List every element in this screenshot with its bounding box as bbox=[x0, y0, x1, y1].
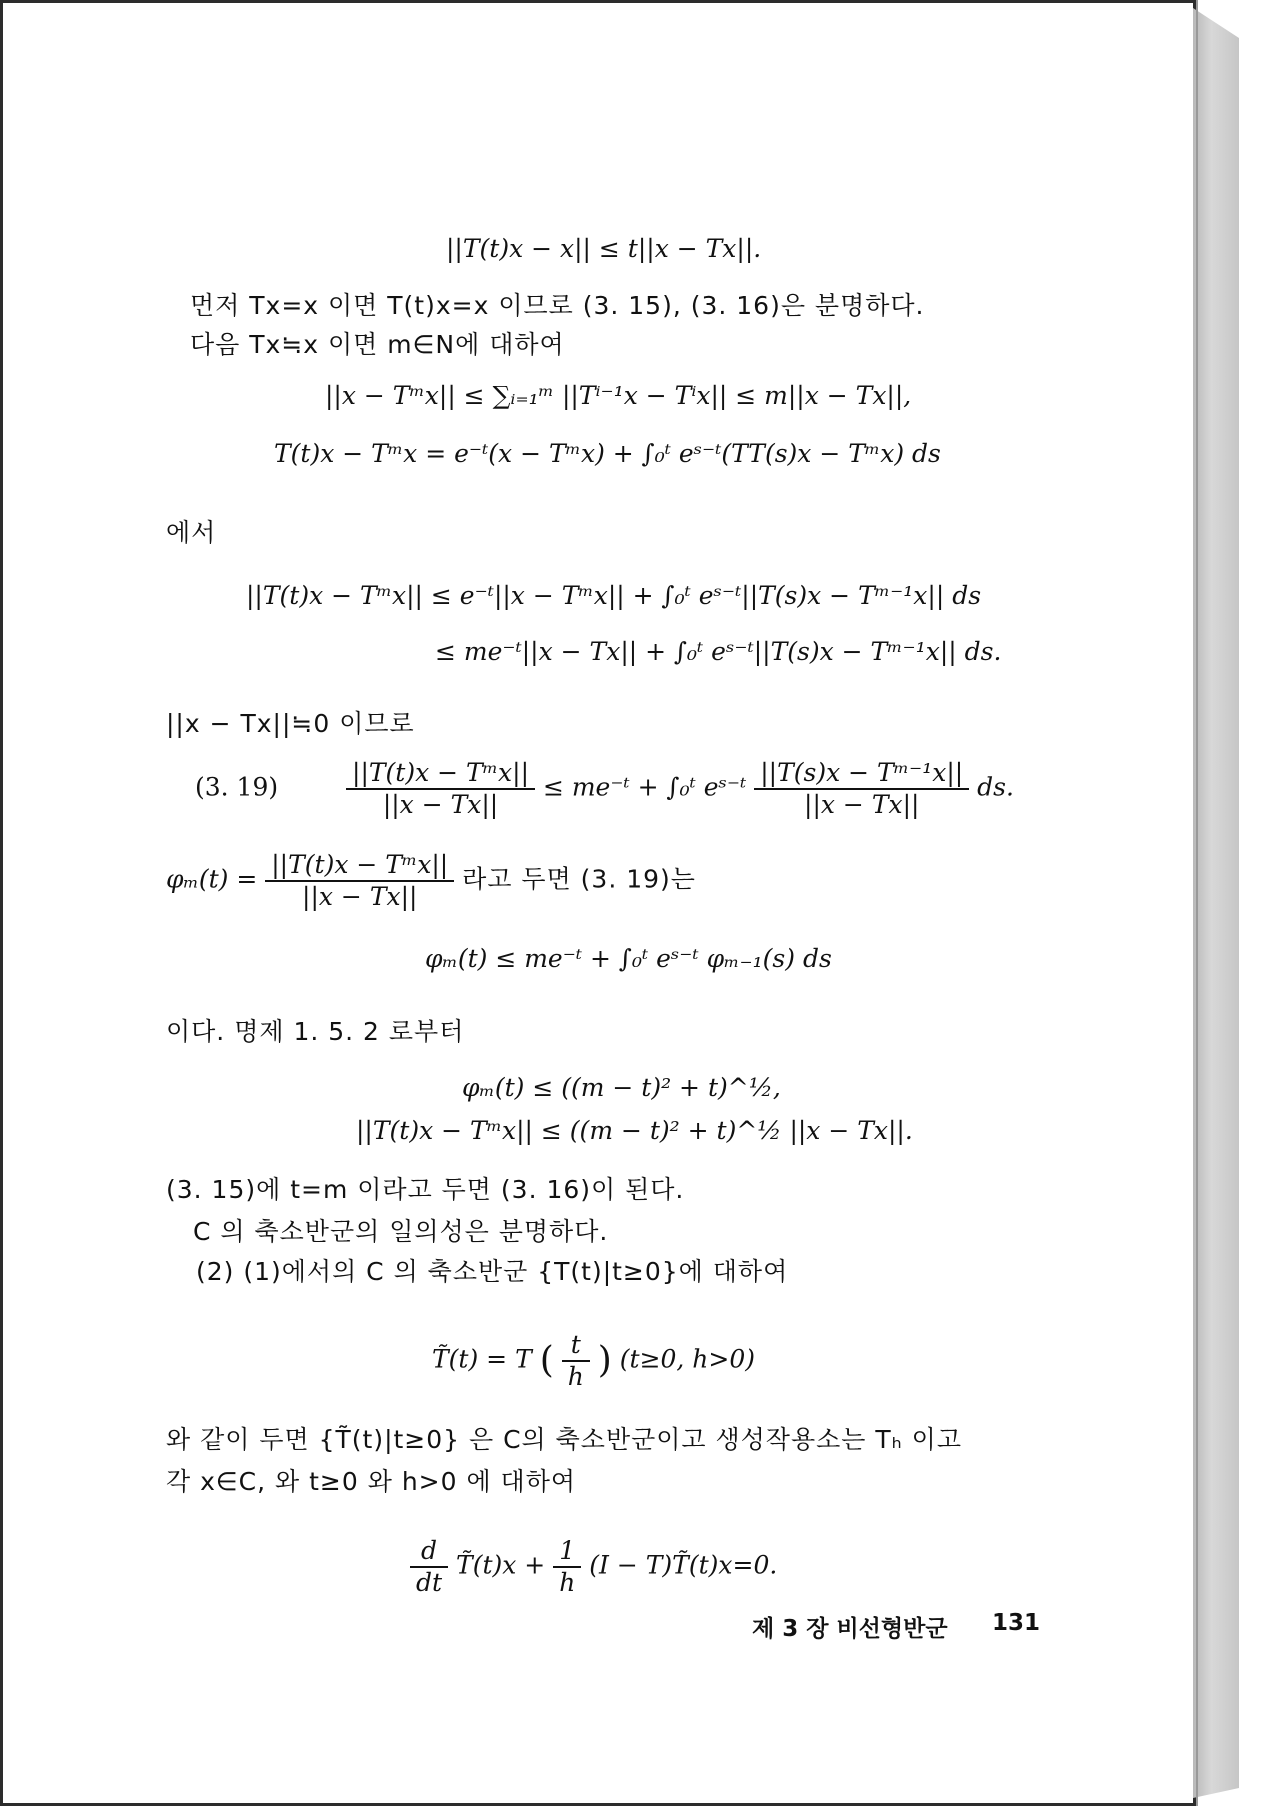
ttilde-rhs: (t≥0, h>0) bbox=[619, 1344, 756, 1374]
page-edge-line bbox=[1196, 0, 1198, 1806]
fraction-1-denominator: ||x − Tx|| bbox=[382, 790, 499, 819]
one-over-h-fraction bbox=[553, 1536, 581, 1598]
fraction-2-numerator: ||T(s)x − Tᵐ⁻¹x|| bbox=[754, 758, 969, 790]
equation-line-11: φₘ(t) ≤ me⁻ᵗ + ∫₀ᵗ eˢ⁻ᵗ φₘ₋₁(s) ds bbox=[425, 944, 832, 973]
text-line-19: 와 같이 두면 {T̃(t)|t≥0} 은 C의 축소반군이고 생성작용소는 Tₕ 이고 bbox=[166, 1425, 962, 1454]
t-over-h-fraction bbox=[562, 1330, 590, 1392]
text-line-3: 다음 Tx≒x 이면 m∈N에 대하여 bbox=[190, 330, 565, 359]
equation-line-14: ||T(t)x − Tᵐx|| ≤ ((m − t)² + t)^½ ||x − Tx||. bbox=[356, 1116, 913, 1145]
equation-line-8: ≤ me⁻ᵗ||x − Tx|| + ∫₀ᵗ eˢ⁻ᵗ||T(s)x − Tᵐ⁻¹x|| ds. bbox=[435, 637, 1002, 666]
fraction-2 bbox=[754, 758, 969, 820]
t-over-h-denominator: h bbox=[567, 1362, 584, 1391]
chapter-title: 제 3 장 비선형반군 bbox=[752, 1616, 948, 1642]
page-number: 131 bbox=[992, 1610, 1041, 1636]
text-line-20: 각 x∈C, 와 t≥0 와 h>0 에 대하여 bbox=[166, 1467, 577, 1496]
equation-line-7: ||T(t)x − Tᵐx|| ≤ e⁻ᵗ||x − Tᵐx|| + ∫₀ᵗ eˢ⁻ᵗ||T(s)x − Tᵐ⁻¹x|| ds bbox=[246, 581, 982, 610]
equation-21-middle: T̃(t)x + bbox=[456, 1550, 546, 1580]
equation-line-21 bbox=[410, 1536, 777, 1598]
phi-lhs: φₘ(t) = bbox=[166, 864, 258, 894]
text-line-9: ||x − Tx||≒0 이므로 bbox=[166, 709, 415, 738]
phi-fraction bbox=[265, 850, 454, 912]
phi-denominator: ||x − Tx|| bbox=[302, 882, 418, 911]
equation-number: (3. 19) bbox=[195, 772, 279, 802]
fraction-1-numerator: ||T(t)x − Tᵐx|| bbox=[346, 758, 535, 790]
equation-end: ds. bbox=[977, 772, 1014, 802]
one-over-h-denominator: h bbox=[559, 1568, 576, 1597]
derivative-denominator: dt bbox=[416, 1568, 443, 1597]
equation-line-1: ||T(t)x − x|| ≤ t||x − Tx||. bbox=[446, 234, 762, 263]
equation-middle: ≤ me⁻ᵗ + ∫₀ᵗ eˢ⁻ᵗ bbox=[542, 772, 747, 802]
text-line-2: 먼저 Tx=x 이면 T(t)x=x 이므로 (3. 15), (3. 16)은 분명하다. bbox=[190, 291, 925, 320]
equation-line-5: T(t)x − Tᵐx = e⁻ᵗ(x − Tᵐx) + ∫₀ᵗ eˢ⁻ᵗ(TT(s)x − Tᵐx) ds bbox=[274, 439, 941, 468]
derivative-numerator: d bbox=[410, 1536, 448, 1568]
definition-line bbox=[166, 850, 696, 912]
text-line-17: (2) (1)에서의 C 의 축소반군 {T(t)|t≥0}에 대하여 bbox=[196, 1257, 789, 1286]
page-stack-edge bbox=[1193, 8, 1239, 1798]
t-over-h-numerator: t bbox=[562, 1330, 590, 1362]
text-line-6: 에서 bbox=[166, 518, 217, 547]
equation-line-4: ||x − Tᵐx|| ≤ ∑ᵢ₌₁ᵐ ||Tⁱ⁻¹x − Tⁱx|| ≤ m||x − Tx||, bbox=[325, 381, 912, 410]
equation-line-13: φₘ(t) ≤ ((m − t)² + t)^½, bbox=[462, 1073, 781, 1102]
text-line-16: C 의 축소반군의 일의성은 분명하다. bbox=[193, 1217, 609, 1246]
ttilde-lhs: T̃(t) = T bbox=[432, 1344, 532, 1374]
equation-21-end: (I − T)T̃(t)x=0. bbox=[589, 1550, 778, 1580]
text-line-15: (3. 15)에 t=m 이라고 두면 (3. 16)이 된다. bbox=[166, 1175, 685, 1204]
text-line-12: 이다. 명제 1. 5. 2 로부터 bbox=[166, 1017, 465, 1046]
equation-line-18: T̃(t) = T ( $\frac{t}{h}$ ) (t≥0, h>0) bbox=[432, 1330, 756, 1391]
fraction-2-denominator: ||x − Tx|| bbox=[804, 790, 920, 819]
derivative-fraction bbox=[410, 1536, 448, 1598]
equation-3-19 bbox=[195, 758, 1014, 820]
phi-numerator: ||T(t)x − Tᵐx|| bbox=[265, 850, 454, 882]
fraction-1 bbox=[346, 758, 535, 820]
phi-text: 라고 두면 (3. 19)는 bbox=[462, 864, 696, 894]
one-over-h-numerator: 1 bbox=[553, 1536, 581, 1568]
